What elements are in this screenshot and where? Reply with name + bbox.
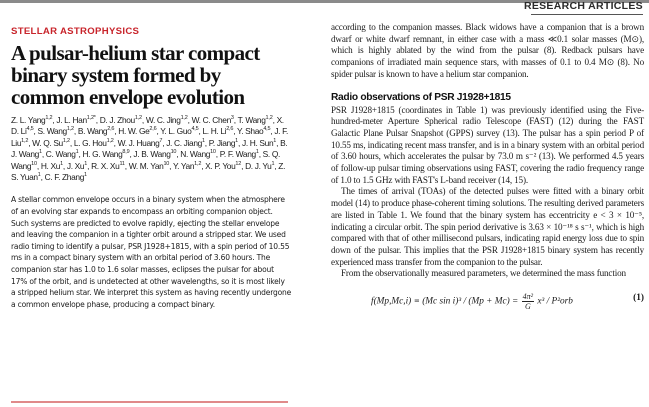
author-list: Z. L. Yang$^{1,2}$, J. L. Han$^{1,2*}$, D. J. Zhou$^{1,2}$, W. C. Jing$^{1,2}$, W. C. Chen$^3$, T. Wang$^{1,2}$, X. D. Li$^{4,5}$, S. Wang$^{1,2}$, B. Wang$^{2,6}$, H. W. Ge$^{2,6}$, Y. L. Guo$^{4,5}$, L. H. Li$^{2,6}$, Y. Shao$^{4,5}$, J. F. Liu$^{1,2}$, W. Q. Su$^{1,2}$, L. G. Hou$^{1,2}$, W. J. Huang$^7$, J. C. Jiang$^1$, P. Jiang$^1$, J. H. Sun$^1$, B. J. Wang$^1$, C. Wang$^1$, H. G. Wang$^{8,9}$, J. B. Wang$^{10}$, N. Wang$^{10}$, P. F. Wang$^1$, S. Q. Wang$^{10}$, H. Xu$^1$, J. Xu$^1$, R. X. Xu$^{11}$, W. M. Yan$^{10}$, Y. Yan$^{1,2}$, X. P. You$^{12}$, D. J. Yu$^1$, Z. S. Yuan$^1$, C. F. Zhang$^1$	[11, 115, 288, 183]
author-affiliation: 1,2*	[86, 115, 96, 122]
body-paragraph-intro: according to the companion masses. Black widows have a companion that is a brown dwarf or white dwarf remnant, in either case with a mass ≪0.1 solar masses (M⊙), which is highly ablated by the wind from the pulsar (8). Redback pulsars have companions of irradiated main sequence stars, with masses of 0.1 to 0.4 M⊙ (8). No spider pulsar is known to have a helium star companion.	[331, 22, 644, 79]
author-affiliation: 1,2	[180, 115, 188, 122]
author-affiliation: 1	[271, 160, 275, 167]
author-affiliation: 1	[38, 149, 42, 156]
author	[38, 126, 74, 136]
author-affiliation: 10	[31, 160, 37, 167]
author-affiliation: 1	[201, 138, 205, 145]
author	[220, 149, 259, 159]
author	[173, 161, 201, 171]
author-name: W. C. Jing	[145, 115, 181, 125]
author	[32, 138, 70, 148]
body-paragraph-1: PSR J1928+1815 (coordinates in Table 1) was previously identified using the Five-hundred-meter Aperture Spherical radio Telescope (FAST) (12) during the FAST Galactic Plane Pulsar Snapshot (GPPS) survey (13). The pulsar has a spin period P of 10.55 ms, indicating recent mass transfer, and is in a binary system with an orbital period of 3.60 hours, which accelerates the pulsar by 73.0 m s⁻² (13). We performed 4.5 years of follow-up pulsar timing observations using FAST, covering the radio frequency range of 1.0 to 1.5 GHz with FAST's L-band receiver (14, 15).	[331, 104, 644, 185]
author-affiliation: 4,5	[191, 126, 199, 133]
author-affiliation: 1	[75, 149, 79, 156]
author-affiliation: 1	[235, 138, 239, 145]
author-name: P. Jiang	[208, 137, 236, 148]
author	[74, 138, 114, 148]
author	[91, 161, 125, 171]
author-name: J. F. Liu	[11, 126, 288, 148]
author	[146, 115, 188, 125]
equation-rhs: x³ / P²orb	[537, 296, 573, 307]
author	[133, 149, 176, 159]
fraction-numerator: 4π²	[522, 292, 534, 302]
author-affiliation: 1,2	[45, 115, 53, 122]
author-affiliation: 4,5	[26, 126, 34, 133]
author-affiliation: 1	[84, 172, 87, 179]
author-affiliation: 1	[84, 160, 88, 167]
author	[129, 161, 169, 171]
author-affiliation: 10	[163, 160, 170, 167]
author	[82, 149, 129, 159]
author-name: D. J. Yu	[245, 160, 272, 171]
author-affiliation: 1,2	[134, 115, 142, 122]
author-name: J. H. Sun	[241, 137, 274, 148]
author-name: J. C. Jiang	[166, 137, 202, 148]
author-name: Y. Shao	[237, 126, 264, 137]
article-front-matter	[11, 26, 291, 310]
author-affiliation: 4,5	[263, 126, 271, 133]
author-name: P. F. Wang	[219, 149, 256, 160]
author-affiliation: 2,6	[149, 126, 157, 133]
author-affiliation: 10	[210, 149, 216, 156]
author	[192, 115, 234, 125]
fraction-denominator: G	[524, 302, 531, 312]
author-name: H. G. Wang	[82, 149, 123, 160]
author	[118, 126, 156, 136]
author	[209, 138, 238, 148]
section-heading: Radio observations of PSR J1928+1815	[331, 91, 511, 103]
author	[78, 126, 114, 136]
author-name: T. Wang	[237, 115, 266, 125]
author-affiliation: 1,2	[62, 138, 70, 145]
author	[202, 126, 233, 136]
author-affiliation: 7	[159, 138, 163, 145]
author-name: L. G. Hou	[73, 137, 107, 148]
author	[11, 115, 52, 125]
author	[245, 161, 274, 171]
author-affiliation: 1,2	[265, 115, 273, 122]
author-affiliation: 2,6	[107, 126, 115, 133]
author-name: Z. S. Yuan	[11, 160, 286, 183]
body-paragraph-3	[331, 268, 644, 280]
author	[118, 138, 163, 148]
author-name: C. F. Zhang	[44, 172, 85, 183]
author	[100, 115, 142, 125]
article-kicker: STELLAR ASTROPHYSICS	[11, 26, 140, 37]
author	[238, 115, 273, 125]
author	[180, 149, 216, 159]
abstract-divider	[11, 401, 288, 403]
author-affiliation: 1	[255, 149, 259, 156]
author-name: S. Q. Wang	[11, 149, 281, 171]
author	[205, 161, 241, 171]
mass-function-equation	[331, 288, 644, 310]
author-name: C. Wang	[45, 149, 76, 160]
author-affiliation: 12	[235, 160, 242, 167]
author-name: Z. L. Yang	[11, 115, 46, 125]
author	[41, 161, 63, 171]
abstract: A stellar common envelope occurs in a binary system when the atmosphere of an evolving star expands to encompass an orbiting companion object. Such systems are predicted to evolve rapidly, ejecting the stellar envelope and leaving the companion in a tighter orbit around a stripped star. We used radio timing to identify a pulsar, PSR J1928+1815, with a spin period of 10.55 ms in a compact binary system with an orbital period of 3.60 hours. The companion star has 1.0 to 1.6 solar masses, eclipses the pulsar for about 17% of the orbit, and is undetected at other wavelengths, so it is most likely a stripped helium star. We interpret this system as having recently undergone a common envelope phase, producing a compact binary.	[11, 195, 292, 309]
author-affiliation: 1,2	[66, 126, 74, 133]
author-name: X. D. Li	[11, 115, 284, 137]
author-name: L. H. Li	[202, 126, 227, 137]
author-name: J. Xu	[66, 160, 85, 171]
body-paragraph-2-text: The times of arrival (TOAs) of the detected pulses were fitted with a binary orbit model (14) to produce phase-coherent timing solutions. The resulting derived parameters are listed in Table 1. We found that the binary system has eccentricity e < 3 × 10⁻⁵, indicating a circular orbit. The spin period derivative is 3.63 × 10⁻¹⁸ s s⁻¹, which is high compared with that of other millisecond pulsars, indicating rapid energy loss due to spin down of the pulsar. This implies that the PSR J1928+1815 binary system has recently experienced mass transfer from the companion to the pulsar.	[331, 186, 644, 267]
article-title: A pulsar-helium star compact binary system formed by common envelope evolution	[11, 41, 260, 109]
author-name: R. X. Xu	[91, 160, 120, 171]
author-affiliation: 3	[230, 115, 234, 122]
author-name: S. Wang	[37, 126, 67, 137]
author-name: W. C. Chen	[191, 115, 231, 125]
author-affiliation: 1,2	[194, 160, 202, 167]
author	[160, 126, 198, 136]
author-name: W. Q. Su	[32, 137, 63, 148]
author-name: Y. L. Guo	[160, 126, 192, 137]
author-name: J. L. Han	[56, 115, 87, 125]
author	[166, 138, 205, 148]
author-affiliation: 1	[273, 138, 277, 145]
author-name: H. Xu	[40, 160, 61, 171]
equation-number: (1)	[633, 293, 644, 304]
section-header-rule	[531, 14, 643, 15]
author-affiliation: 8,9	[122, 149, 130, 156]
author-name: H. W. Ge	[118, 126, 150, 137]
author-name: W. J. Huang	[117, 137, 160, 148]
author-name: J. B. Wang	[133, 149, 171, 160]
article-body	[331, 22, 644, 310]
author-affiliation: 1,2	[21, 138, 29, 145]
body-paragraph-2	[331, 186, 644, 268]
author	[45, 172, 87, 182]
author-affiliation: 10	[170, 149, 177, 156]
author-affiliation: 1	[60, 160, 63, 167]
author-name: B. Wang	[77, 126, 108, 137]
author	[237, 126, 270, 136]
author-affiliation: 11	[119, 160, 125, 167]
author-affiliation: 2,6	[226, 126, 234, 133]
section-header: RESEARCH ARTICLES	[523, 0, 643, 12]
author	[67, 161, 87, 171]
body-paragraph-3-text: From the observationally measured parameters, we determined the mass function	[341, 268, 626, 279]
author	[56, 115, 95, 125]
equation-lhs: f(Mp,Mc,i) ≡ (Mc sin i)³ / (Mp + Mc) =	[371, 296, 519, 307]
author-name: B. J. Wang	[11, 137, 288, 160]
author	[46, 149, 79, 159]
author-name: Y. Yan	[172, 160, 195, 171]
author-name: X. P. You	[205, 160, 236, 171]
author-affiliation: 1	[37, 172, 41, 179]
author-name: W. M. Yan	[128, 160, 164, 171]
author-name: N. Wang	[180, 149, 211, 160]
author	[242, 138, 276, 148]
equation-body	[371, 292, 573, 311]
author-name: D. J. Zhou	[99, 115, 135, 125]
equation-fraction	[522, 292, 534, 311]
author-affiliation: 1,2	[106, 138, 114, 145]
